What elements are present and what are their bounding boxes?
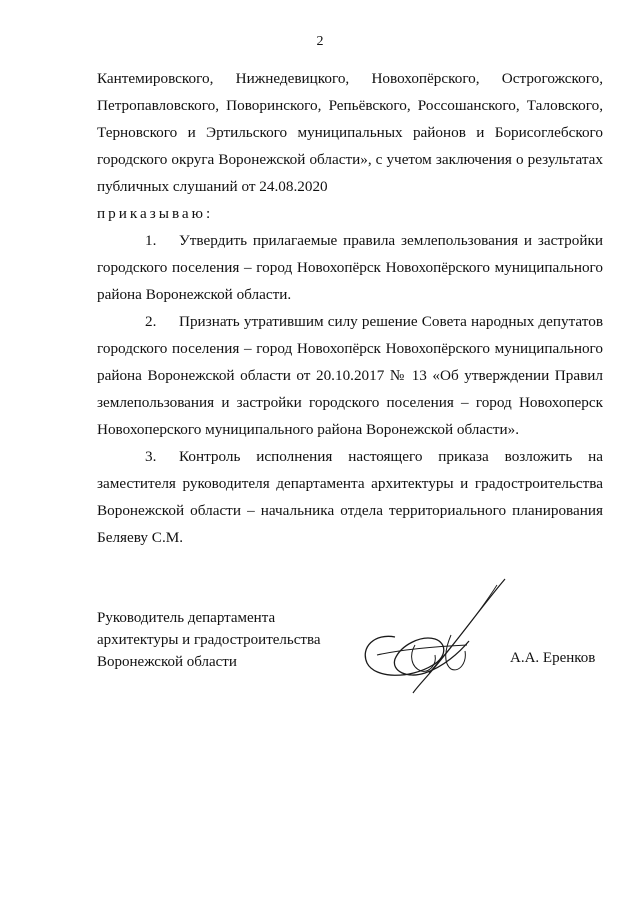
list-item [97,308,603,443]
list-item [97,443,603,551]
item-number: 1. [145,232,157,249]
position-line: Воронежской области [97,654,237,670]
document-body [97,65,603,551]
list-item [97,227,603,308]
signatory-name: А.А. Еренков [510,650,596,666]
order-word: приказываю: [97,205,214,222]
item-number: 2. [145,313,157,330]
position-line: Руководитель департамента [97,610,276,626]
intro-paragraph: Кантемировского, Нижнедевицкого, Новохопёрского, Острогожского, Петропавловского, Поворинского, Репьёвского, Россошанского, Таловского, Терновского и Эртильского муниципальных районов и Борисоглебского городского округа Воронежской области», с учетом заключения о результатах публичных слушаний от 24.08.2020 [97,70,603,195]
item-text: Утвердить прилагаемые правила землепользования и застройки городского поселения – город Новохопёрск Новохопёрского муниципального района Воронежской области. [97,232,603,303]
item-text: Признать утратившим силу решение Совета народных депутатов городского поселения – город Новохопёрск Новохопёрского муниципального района Воронежской области от 20.10.2017 № 13 «Об утверждении Правил землепользования и застройки городского поселения – город Новохоперск Новохоперского муниципального района Воронежской области». [97,313,603,438]
signatory-position [97,607,320,673]
item-number: 3. [145,448,157,465]
position-line: архитектуры и градостроительства [97,632,321,648]
handwritten-signature [355,575,525,700]
item-text: Контроль исполнения настоящего приказа возложить на заместителя руководителя департамента архитектуры и градостроительства Воронежской области – начальника отдела территориального планирования Беляеву С.М. [97,448,603,546]
page-number: 2 [316,34,324,49]
